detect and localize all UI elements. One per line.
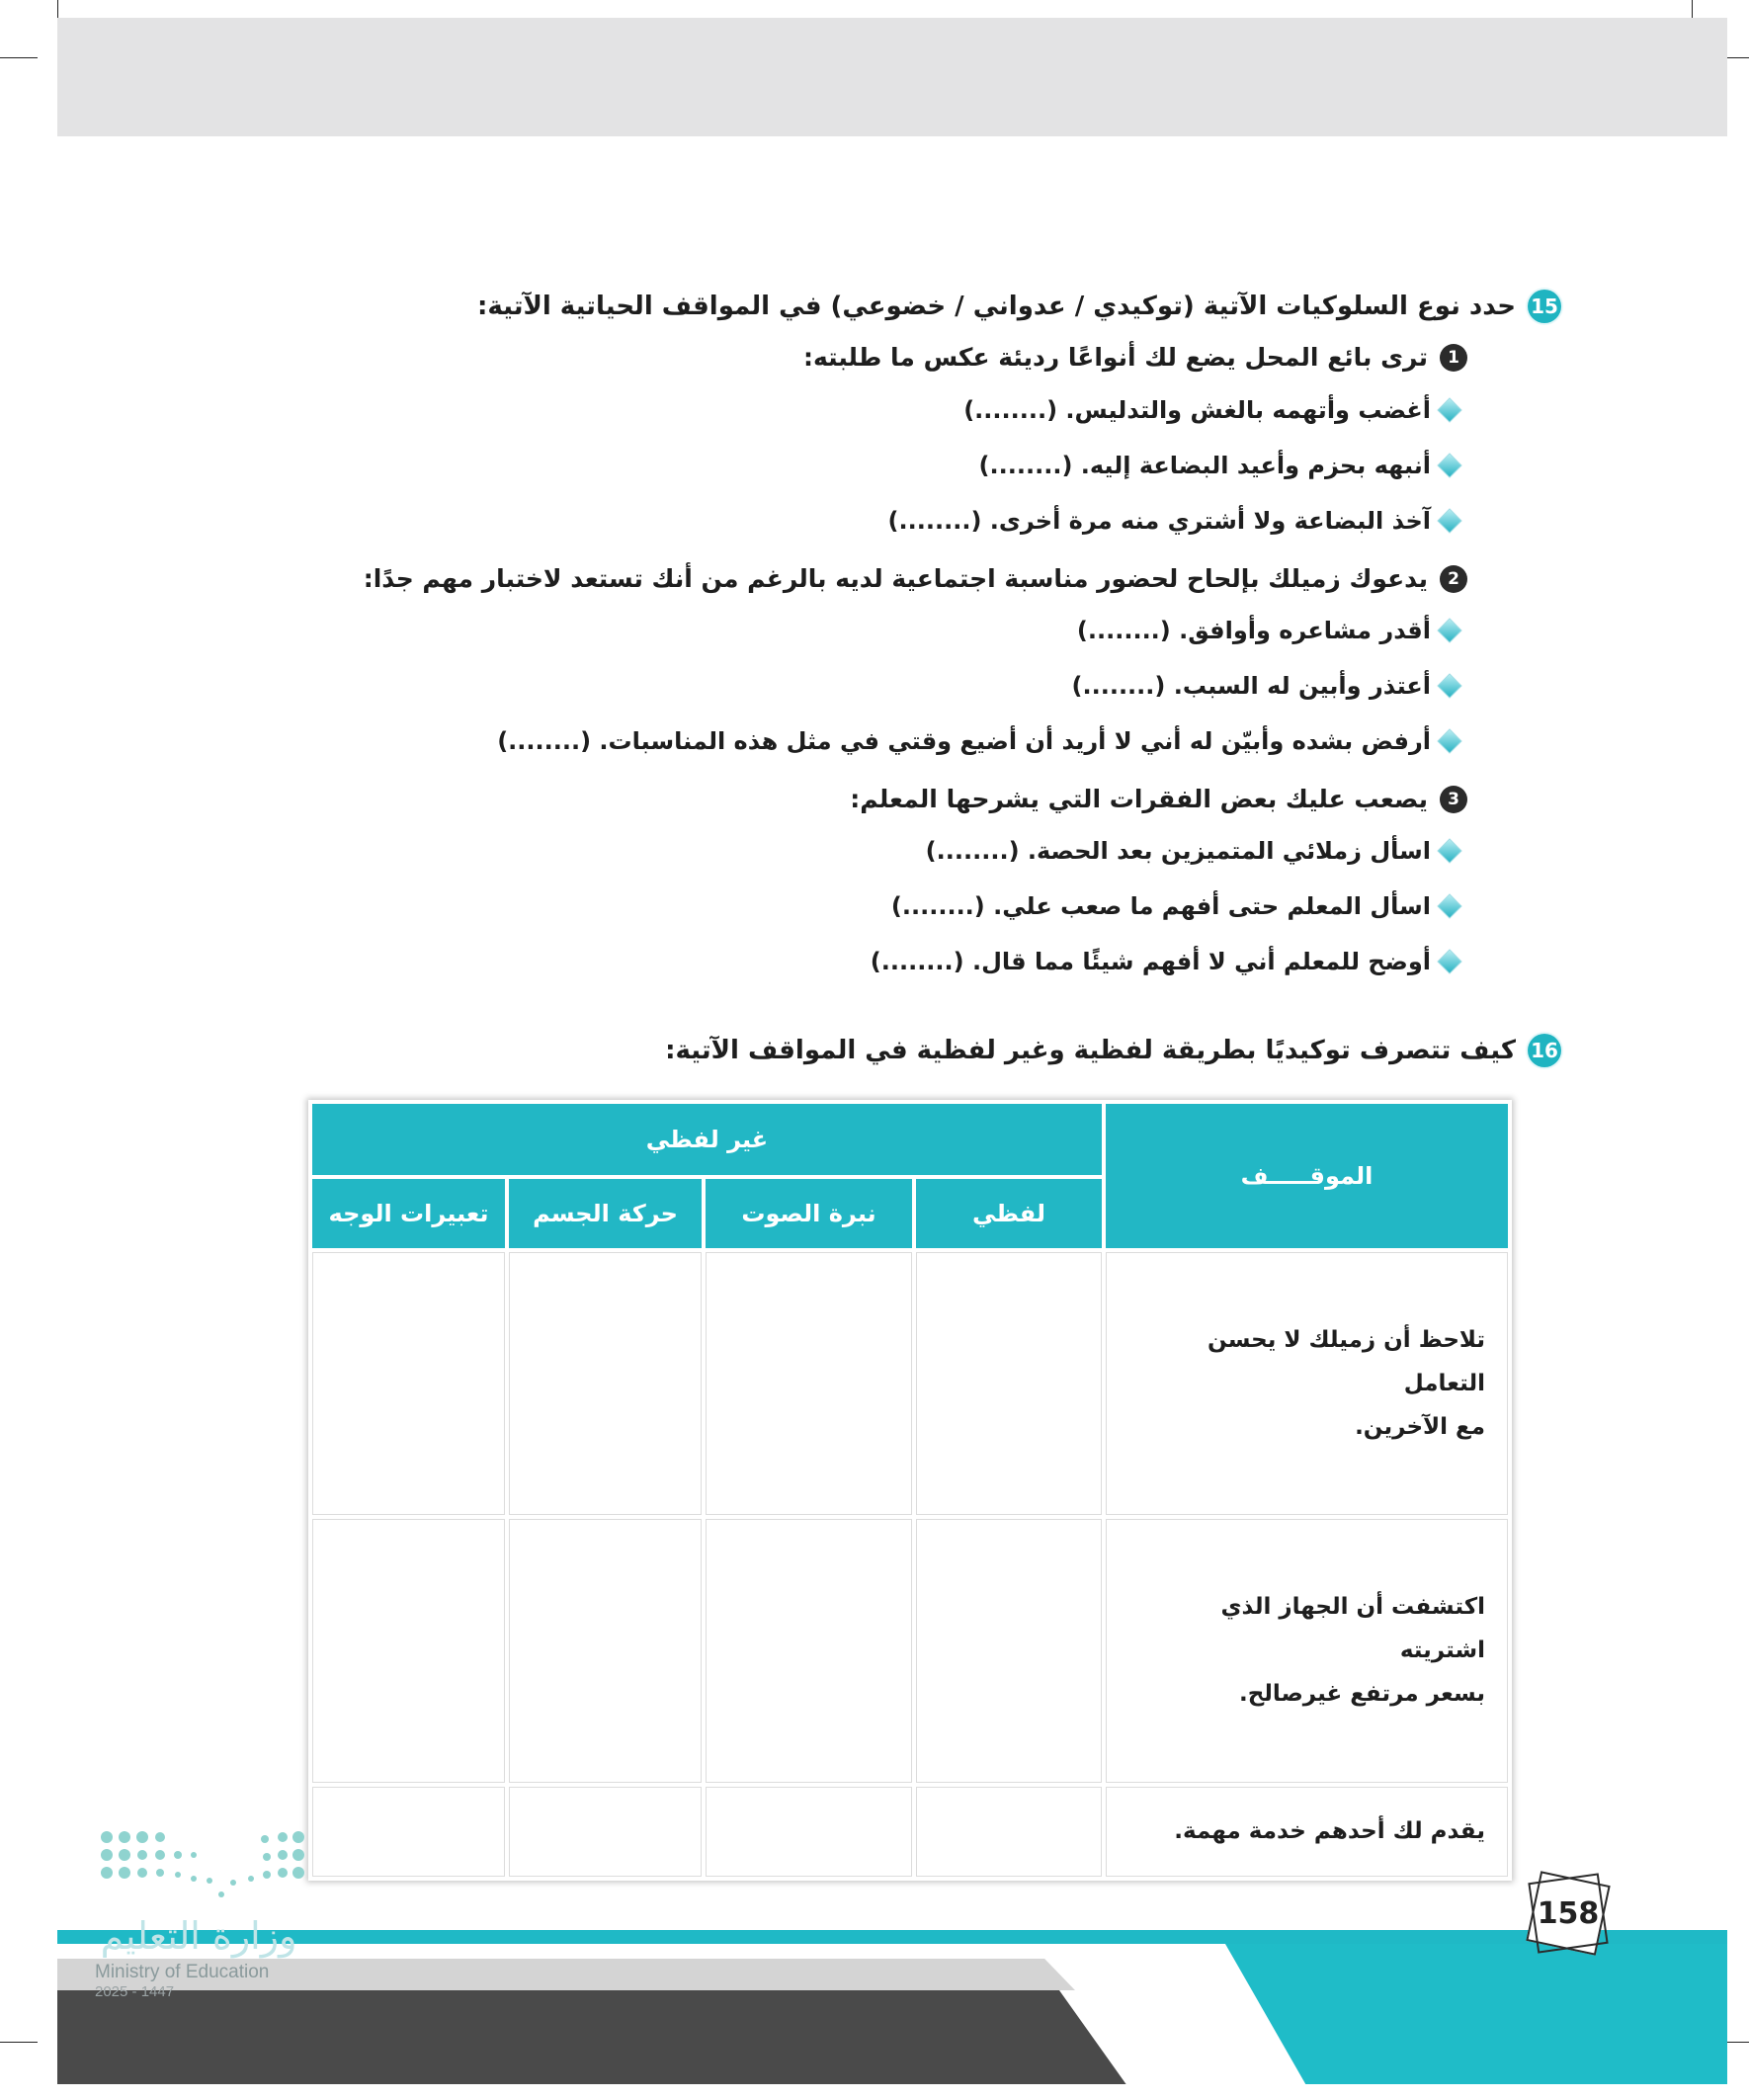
question-number-badge: 16 xyxy=(1528,1034,1561,1067)
answer-cell[interactable] xyxy=(916,1252,1102,1515)
situation-line: اكتشفت أن الجهاز الذي اشتريته xyxy=(1220,1594,1485,1664)
situation-cell xyxy=(1106,1252,1508,1515)
page-number-badge xyxy=(1525,1870,1612,1957)
subquestion-number: 1 xyxy=(1440,344,1467,372)
diamond-bullet-icon xyxy=(1437,453,1462,478)
answer-cell[interactable] xyxy=(312,1519,505,1782)
crop-mark xyxy=(0,57,38,58)
diamond-bullet-icon xyxy=(1437,508,1462,534)
subquestion-number: 3 xyxy=(1440,786,1467,813)
subquestion-text: يدعوك زميلك بإلحاح لحضور مناسبة اجتماعية لديه بالرغم من أنك تستعد لاختبار مهم جدًا: xyxy=(363,564,1428,593)
diamond-bullet-icon xyxy=(1437,838,1462,864)
question-16 xyxy=(665,1034,1561,1067)
logo-year: 2025 - 1447 xyxy=(95,1983,175,2000)
situation-line: يقدم لك أحدهم خدمة مهمة. xyxy=(1174,1818,1485,1845)
option-item xyxy=(888,507,1462,535)
option-text: أغضب وأتهمه بالغش والتدليس. (........) xyxy=(963,396,1431,424)
situation-cell xyxy=(1106,1787,1508,1877)
subheader-facial-expressions: تعبيرات الوجه xyxy=(312,1179,505,1248)
answer-cell[interactable] xyxy=(312,1787,505,1877)
subquestion-3 xyxy=(850,785,1467,813)
option-text: أوضح للمعلم أني لا أفهم شيئًا مما قال. (........) xyxy=(870,948,1431,975)
ministry-logo xyxy=(95,1823,312,2011)
answer-cell[interactable] xyxy=(509,1252,702,1515)
subquestion-1 xyxy=(803,343,1467,372)
option-item xyxy=(891,892,1462,920)
subquestion-text: يصعب عليك بعض الفقرات التي يشرحها المعلم: xyxy=(850,785,1428,813)
subquestion-number: 2 xyxy=(1440,565,1467,593)
behavior-table xyxy=(308,1100,1512,1881)
option-item xyxy=(979,452,1462,479)
answer-cell[interactable] xyxy=(916,1519,1102,1782)
diamond-bullet-icon xyxy=(1437,949,1462,974)
page-number: 158 xyxy=(1537,1895,1600,1931)
diamond-bullet-icon xyxy=(1437,618,1462,643)
diamond-bullet-icon xyxy=(1437,728,1462,754)
logo-english-text: Ministry of Education xyxy=(95,1962,270,1982)
footer-teal-block xyxy=(1225,1944,1727,2084)
header-situation: الموقـــــف xyxy=(1106,1104,1508,1248)
diamond-bullet-icon xyxy=(1437,893,1462,919)
subheader-tone: نبرة الصوت xyxy=(706,1179,912,1248)
subquestion-2 xyxy=(364,564,1467,593)
answer-cell[interactable] xyxy=(706,1519,912,1782)
subheader-body-movement: حركة الجسم xyxy=(509,1179,702,1248)
option-text: أعتذر وأبين له السبب. (........) xyxy=(1071,672,1431,700)
subheader-verbal: لفظي xyxy=(916,1179,1102,1248)
table-row xyxy=(312,1519,1508,1782)
option-item xyxy=(871,948,1462,975)
table-row xyxy=(312,1252,1508,1515)
question-text: حدد نوع السلوكيات الآتية (توكيدي / عدواني / خضوعي) في المواقف الحياتية الآتية: xyxy=(476,292,1516,321)
header-band xyxy=(57,18,1727,136)
crop-mark xyxy=(0,2042,38,2043)
option-text: آخذ البضاعة ولا أشتري منه مرة أخرى. (........) xyxy=(887,507,1431,535)
option-item xyxy=(926,837,1462,865)
option-text: أنبهه بحزم وأعيد البضاعة إليه. (........) xyxy=(978,452,1431,479)
option-item xyxy=(1077,617,1462,644)
option-item xyxy=(1072,672,1463,700)
answer-cell[interactable] xyxy=(509,1519,702,1782)
option-text: أرفض بشده وأبيّن له أني لا أريد أن أضيع وقتي في مثل هذه المناسبات. (........) xyxy=(497,727,1431,755)
answer-cell[interactable] xyxy=(706,1787,912,1877)
answer-cell[interactable] xyxy=(312,1252,505,1515)
question-text: كيف تتصرف توكيديًا بطريقة لفظية وغير لفظية في المواقف الآتية: xyxy=(665,1036,1516,1065)
answer-cell[interactable] xyxy=(706,1252,912,1515)
option-item xyxy=(963,396,1462,424)
option-text: اسأل زملائي المتميزين بعد الحصة. (........) xyxy=(925,837,1431,865)
diamond-bullet-icon xyxy=(1437,673,1462,699)
situation-line: بسعر مرتفع غيرصالح. xyxy=(1238,1681,1485,1708)
logo-arabic-text: وزارة التعليم xyxy=(100,1914,297,1958)
situation-line: مع الآخرين. xyxy=(1355,1414,1485,1441)
question-number-badge: 15 xyxy=(1528,290,1561,323)
option-item xyxy=(497,727,1462,755)
answer-cell[interactable] xyxy=(916,1787,1102,1877)
header-nonverbal: غير لفظي xyxy=(312,1104,1102,1175)
question-15 xyxy=(477,290,1561,323)
logo-dots-icon xyxy=(95,1823,312,1912)
option-text: أقدر مشاعره وأوافق. (........) xyxy=(1076,617,1431,644)
situation-line: تلاحظ أن زميلك لا يحسن التعامل xyxy=(1208,1327,1485,1397)
table-row xyxy=(312,1787,1508,1877)
answer-cell[interactable] xyxy=(509,1787,702,1877)
option-text: اسأل المعلم حتى أفهم ما صعب علي. (........) xyxy=(890,892,1431,920)
diamond-bullet-icon xyxy=(1437,397,1462,423)
situation-cell xyxy=(1106,1519,1508,1782)
subquestion-text: ترى بائع المحل يضع لك أنواعًا رديئة عكس ما طلبته: xyxy=(802,343,1428,372)
